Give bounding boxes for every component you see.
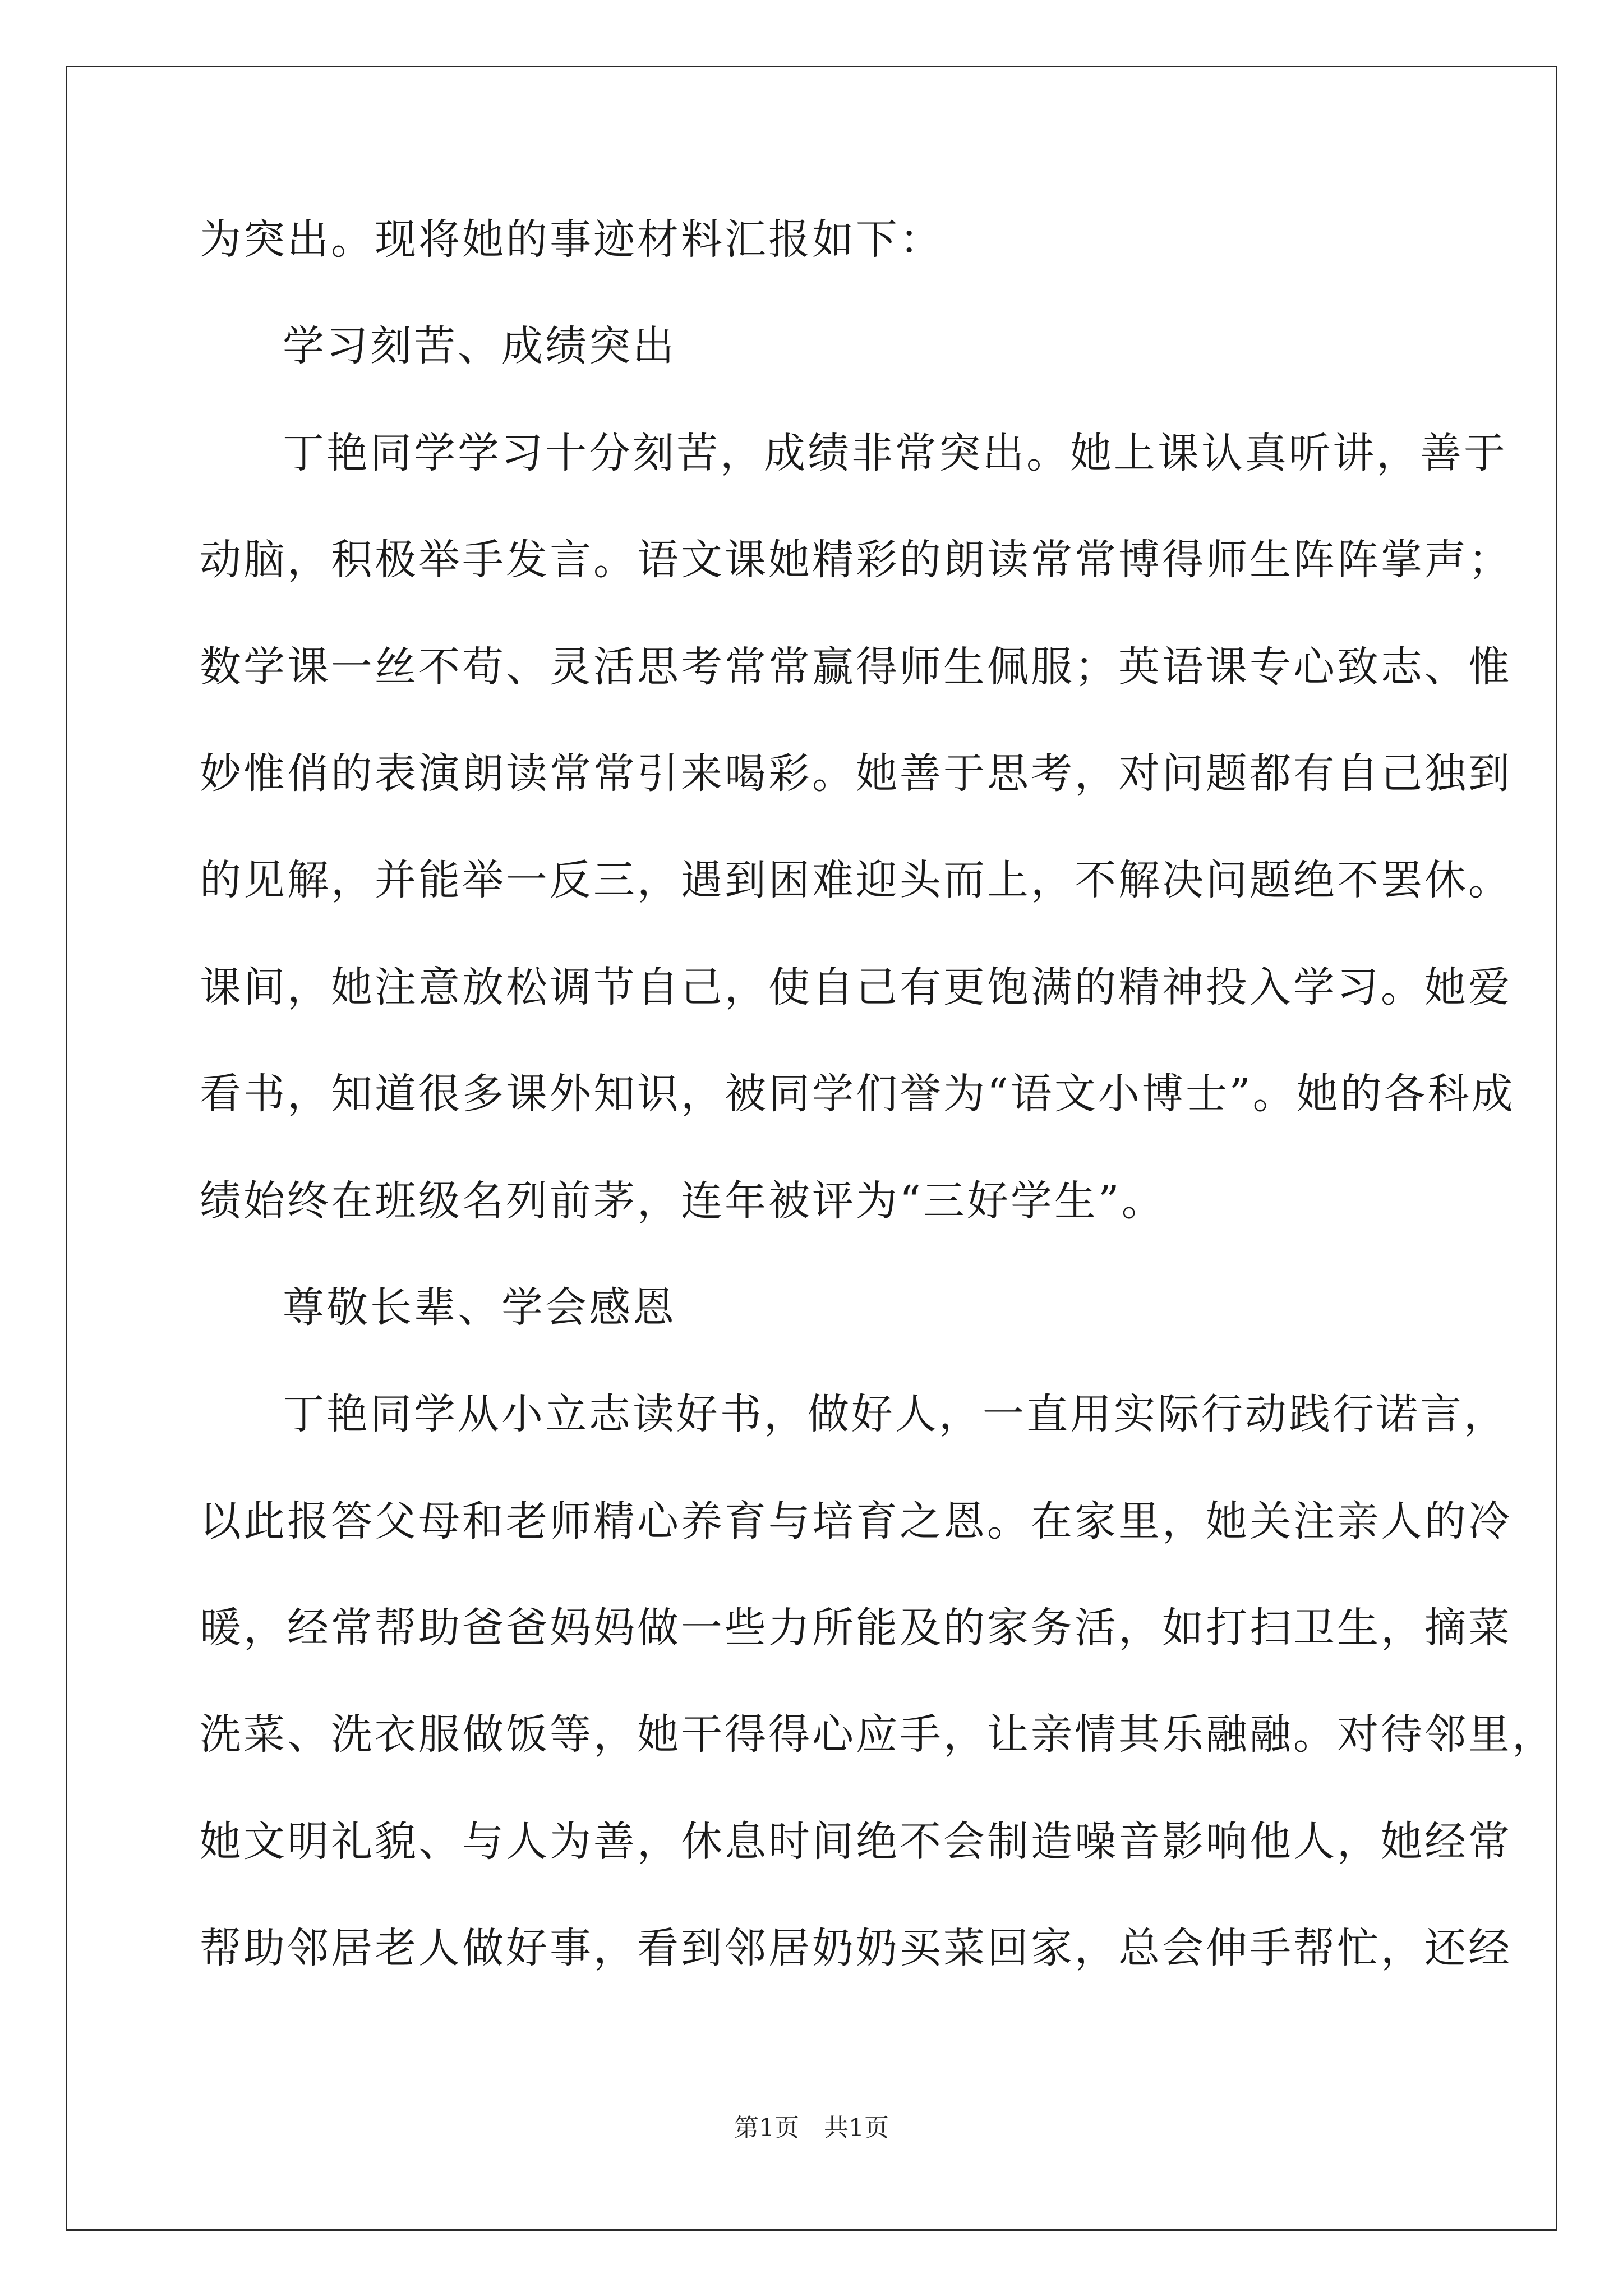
text-line: 她文明礼貌、与人为善，休息时间绝不会制造噪音影响他人，她经常 [200,1817,1512,1866]
text-line: 数学课一丝不苟、灵活思考常常赢得师生佩服；英语课专心致志、惟 [200,642,1512,691]
text-line: 课间，她注意放松调节自己，使自己有更饱满的精神投入学习。她爱 [200,963,1512,1011]
document-body [200,215,1556,2035]
text-line: 的见解，并能举一反三，遇到困难迎头而上，不解决问题绝不罢休。 [200,856,1512,905]
text-line: 看书，知道很多课外知识，被同学们誉为“语文小博士”。她的各科成 [200,1070,1515,1119]
text-line: 洗菜、洗衣服做饭等，她干得得心应手，让亲情其乐融融。对待邻里， [200,1710,1556,1759]
text-line: 丁艳同学学习十分刻苦，成绩非常突出。她上课认真听讲，善于 [283,429,1507,477]
text-line: 尊敬长辈、学会感恩 [283,1283,676,1332]
text-line: 妙惟俏的表演朗读常常引来喝彩。她善于思考，对问题都有自己独到 [200,749,1512,798]
text-line: 暖，经常帮助爸爸妈妈做一些力所能及的家务活，如打扫卫生，摘菜 [200,1604,1512,1653]
text-line: 丁艳同学从小立志读好书，做好人，一直用实际行动践行诺言， [283,1390,1507,1439]
text-line: 帮助邻居老人做好事，看到邻居奶奶买菜回家，总会伸手帮忙，还经 [200,1924,1512,1973]
page-number-footer: 第1页 共1页 [734,2114,889,2142]
text-line: 学习刻苦、成绩突出 [283,322,676,371]
text-line: 以此报答父母和老师精心养育与培育之恩。在家里，她关注亲人的冷 [200,1497,1512,1545]
text-line: 动脑，积极举手发言。语文课她精彩的朗读常常博得师生阵阵掌声； [200,536,1512,585]
text-line: 为突出。现将她的事迹材料汇报如下： [200,215,943,264]
text-line: 绩始终在班级名列前茅，连年被评为“三好学生”。 [200,1176,1165,1225]
